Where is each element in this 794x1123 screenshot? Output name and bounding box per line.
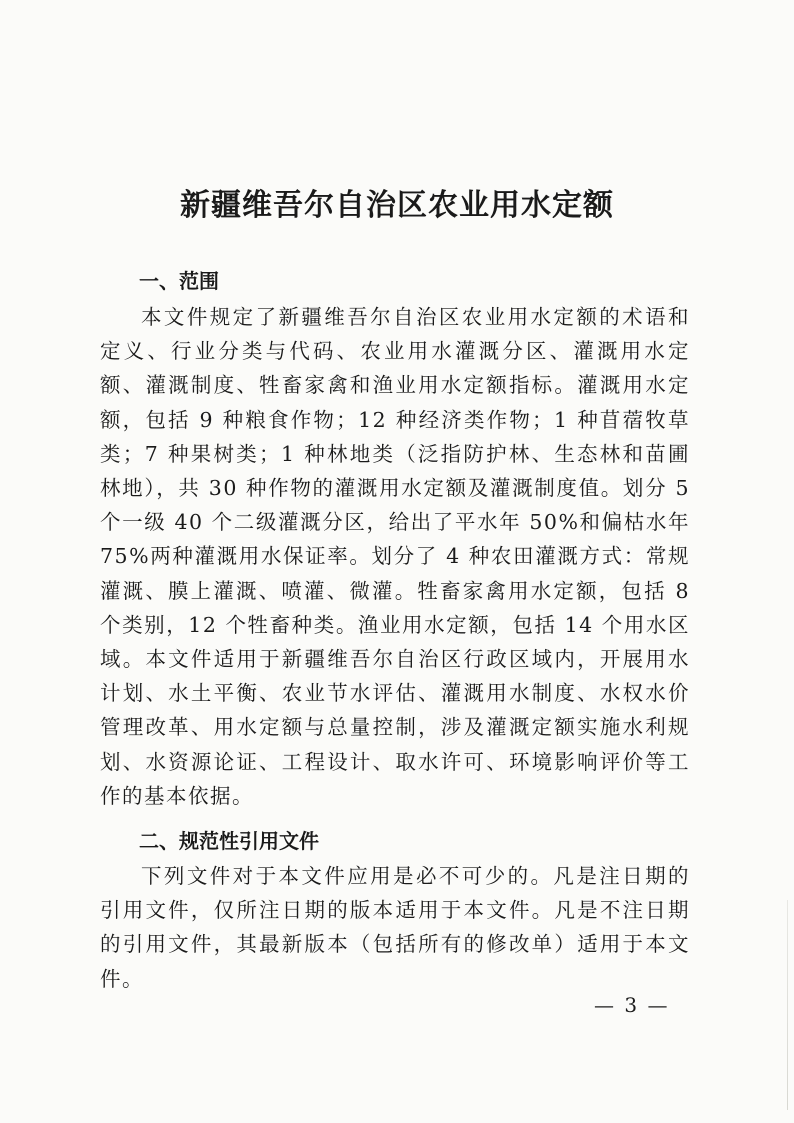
section-heading-normative-references: 二、规范性引用文件	[139, 829, 319, 853]
section-paragraph-scope: 本文件规定了新疆维吾尔自治区农业用水定额的术语和定义、行业分类与代码、农业用水灌溉分区、灌溉用水定额、灌溉制度、牲畜家禽和渔业用水定额指标。灌溉用水定额，包括 9 种粮食作物；12 种经济类作物；1 种苜蓿牧草类；7 种果树类；1 种林地类（泛指防护林、生态林和苗圃林地），共 30 种作物的灌溉用水定额及灌溉制度值。划分 5 个一级 40 个二级灌溉分区，给出了平水年 50%和偏枯水年 75%两种灌溉用水保证率。划分了 4 种农田灌溉方式：常规灌溉、膜上灌溉、喷灌、微灌。牲畜家禽用水定额，包括 8 个类别，12 个牲畜种类。渔业用水定额，包括 14 个用水区域。本文件适用于新疆维吾尔自治区行政区域内，开展用水计划、水土平衡、农业节水评估、灌溉用水制度、水权水价管理改革、用水定额与总量控制，涉及灌溉定额实施水利规划、水资源论证、工程设计、取水许可、环境影响评价等工作的基本依据。	[100, 305, 690, 808]
page-number: — 3 —	[594, 993, 670, 1017]
document-title: 新疆维吾尔自治区农业用水定额	[180, 188, 614, 223]
scan-edge-line	[787, 900, 788, 1110]
section-paragraph-normative-references: 下列文件对于本文件应用是必不可少的。凡是注日期的引用文件，仅所注日期的版本适用于本文件。凡是不注日期的引用文件，其最新版本（包括所有的修改单）适用于本文件。	[100, 864, 690, 991]
section-heading-scope: 一、范围	[139, 269, 219, 293]
